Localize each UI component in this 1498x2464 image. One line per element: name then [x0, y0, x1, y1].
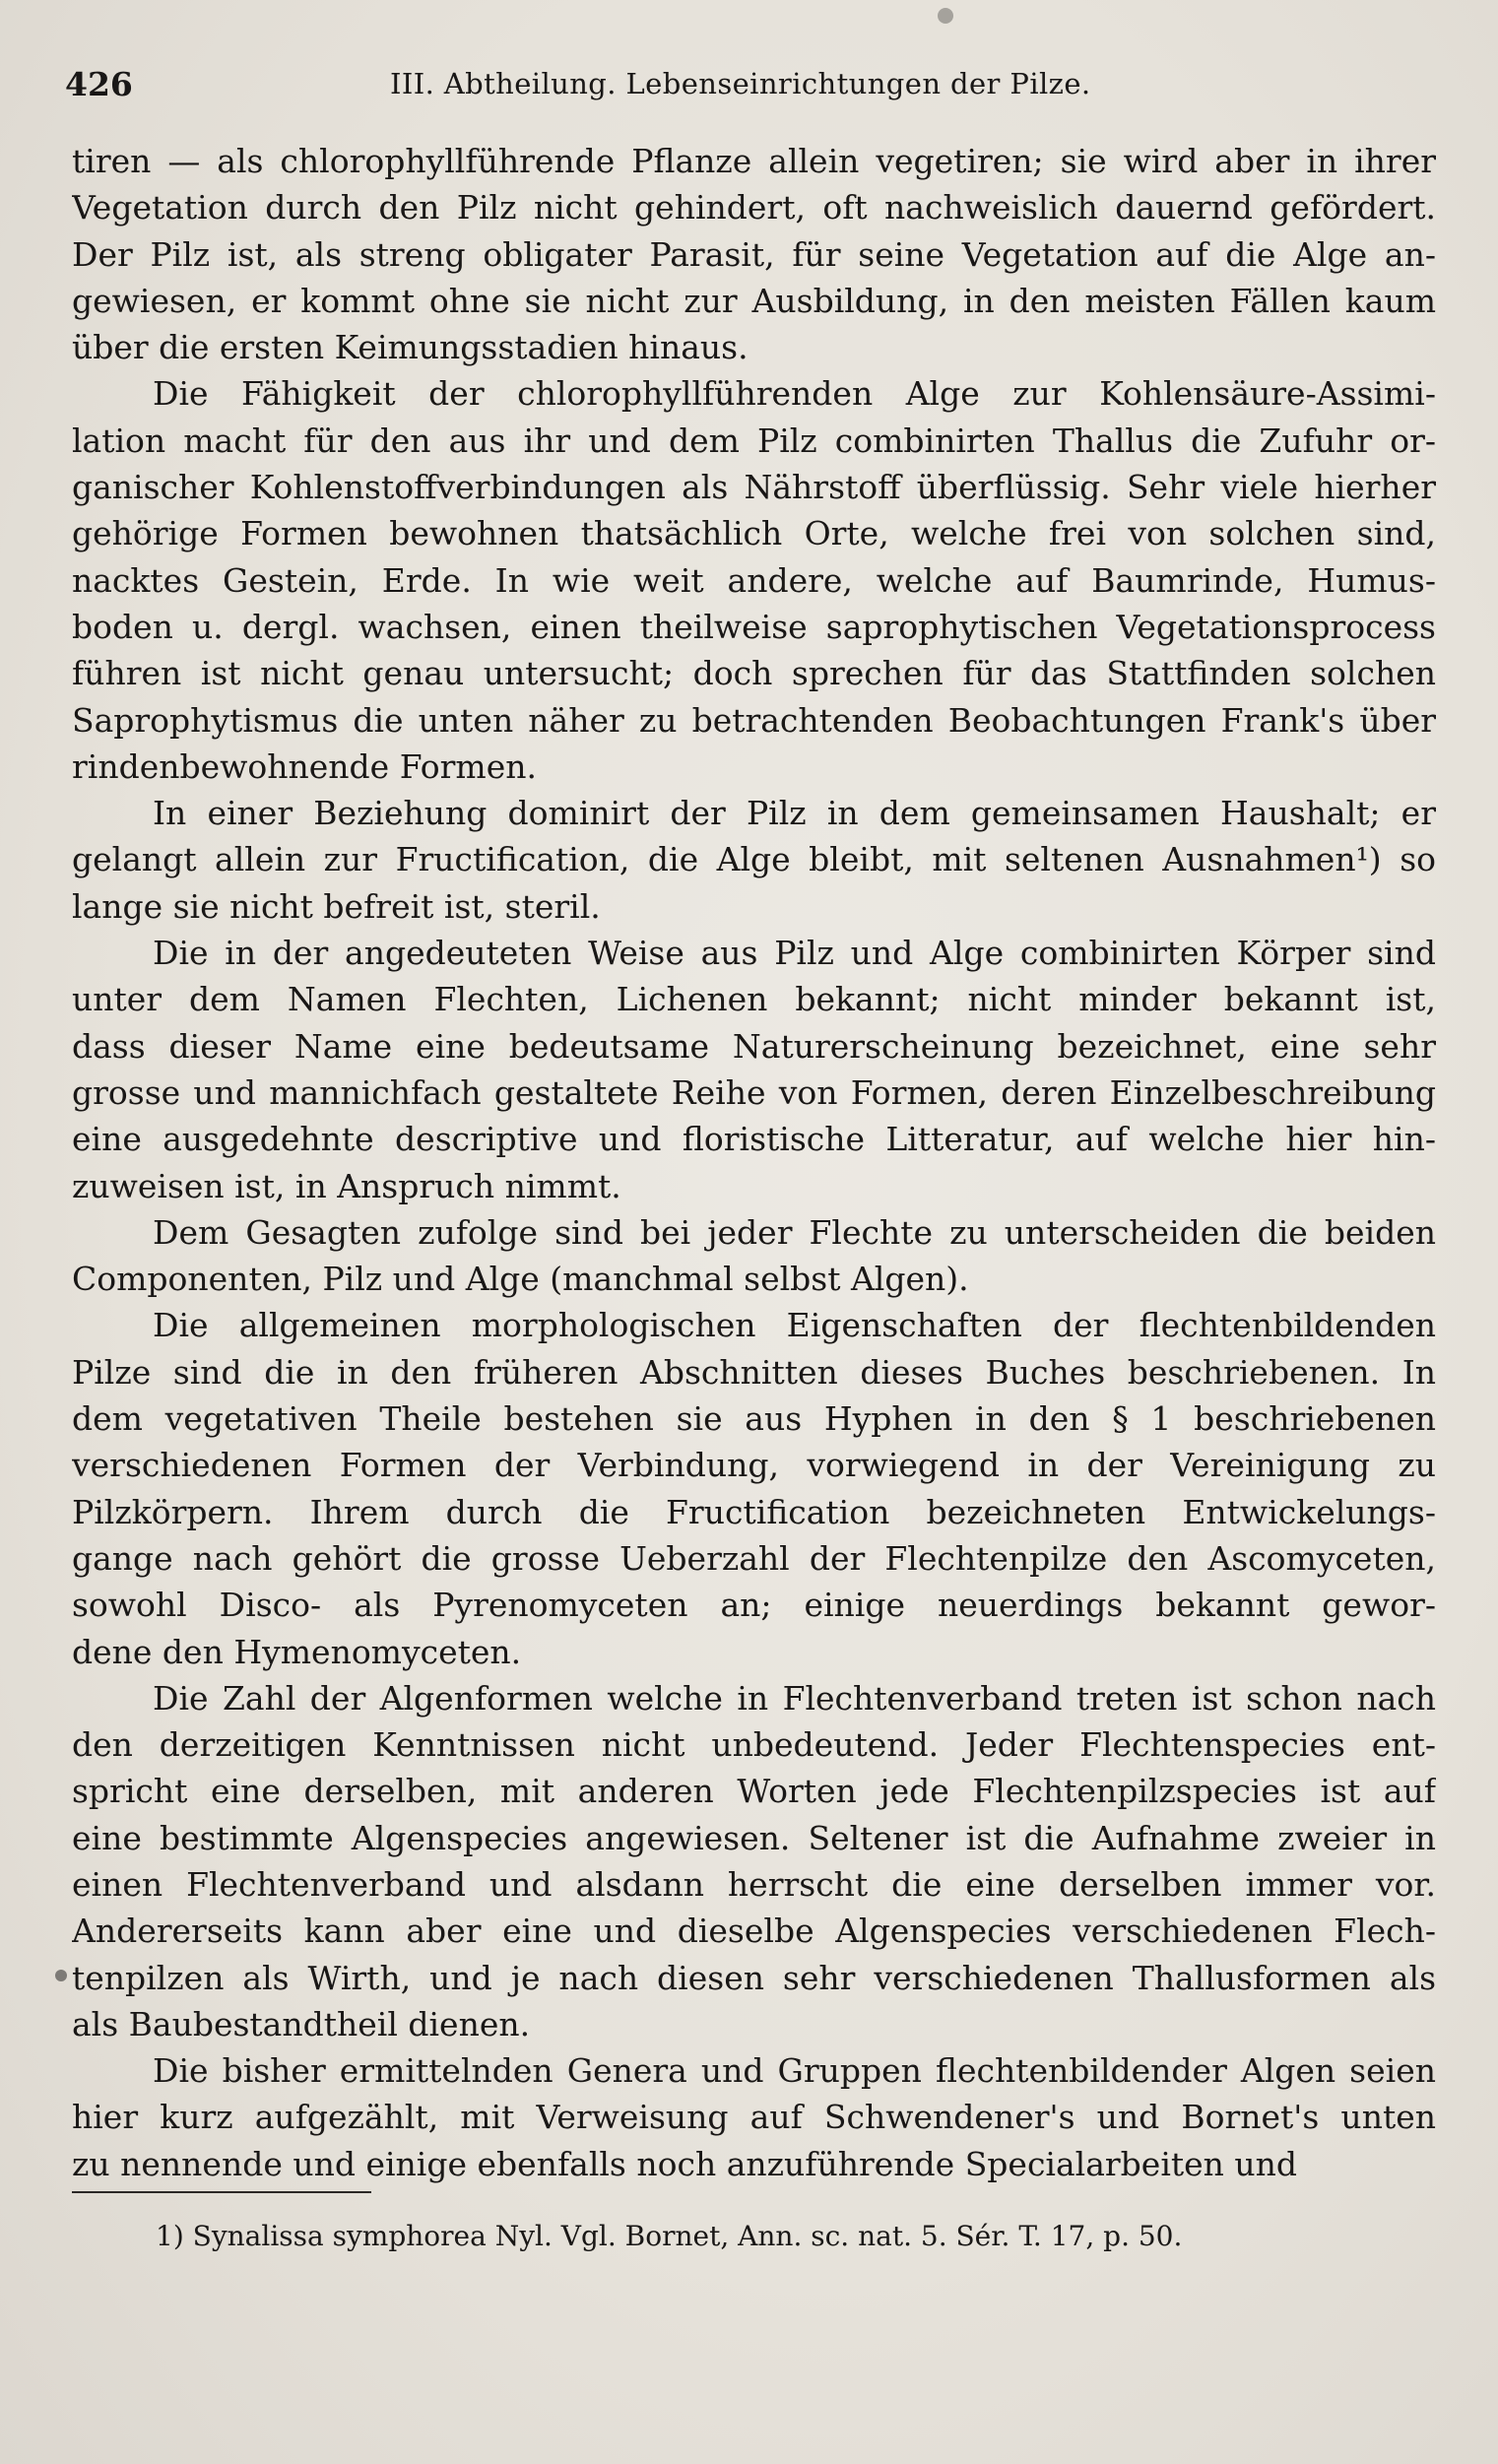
text-line: eine bestimmte Algenspecies angewiesen. Seltener ist die Aufnahme zweier in [72, 1818, 1436, 1857]
paragraph [72, 930, 1436, 1209]
text-line: ganischer Kohlenstoffverbindungen als Nährstoff überflüssig. Sehr viele hierher [72, 468, 1436, 507]
text-line: Die Zahl der Algenformen welche in Flechtenverband treten ist schon nach [153, 1678, 1436, 1718]
text-line: lange sie nicht befreit ist, steril. [72, 886, 601, 926]
text-line: den derzeitigen Kenntnissen nicht unbedeutend. Jeder Flechtenspecies ent- [72, 1725, 1436, 1765]
paragraph [72, 138, 1436, 370]
running-head: III. Abtheilung. Lebenseinrichtungen der Pilze. [390, 67, 1091, 100]
text-line: verschiedenen Formen der Verbindung, vorwiegend in der Vereinigung zu [72, 1446, 1436, 1485]
ink-smudge [55, 1970, 67, 1981]
text-line: dene den Hymenomyceten. [72, 1632, 522, 1671]
text-line: unter dem Namen Flechten, Lichenen bekannt; nicht minder bekannt ist, [72, 980, 1436, 1019]
text-line: gehörige Formen bewohnen thatsächlich Orte, welche frei von solchen sind, [72, 514, 1436, 553]
paragraph [72, 1209, 1436, 1303]
text-line: führen ist nicht genau untersucht; doch sprechen für das Stattfinden solchen [72, 654, 1436, 693]
body-text [72, 138, 1436, 2187]
text-line: gelangt allein zur Fructification, die Alge bleibt, mit seltenen Ausnahmen¹) so [72, 840, 1436, 879]
text-line: Andererseits kann aber eine und dieselbe Algenspecies verschiedenen Flech- [72, 1912, 1436, 1951]
text-line: einen Flechtenverband und alsdann herrscht die eine derselben immer vor. [72, 1864, 1436, 1904]
text-line: Die Fähigkeit der chlorophyllführenden Alge zur Kohlensäure-Assimi- [153, 374, 1436, 414]
text-line: In einer Beziehung dominirt der Pilz in dem gemeinsamen Haushalt; er [153, 794, 1436, 833]
text-line: lation macht für den aus ihr und dem Pilz combinirten Thallus die Zufuhr or- [72, 421, 1436, 460]
text-line: rindenbewohnende Formen. [72, 746, 537, 786]
text-line: Componenten, Pilz und Alge (manchmal selbst Algen). [72, 1260, 969, 1299]
text-line: Die allgemeinen morphologischen Eigenschaften der flechtenbildenden [153, 1306, 1436, 1345]
paragraph [72, 790, 1436, 930]
text-line: tiren — als chlorophyllführende Pflanze allein vegetiren; sie wird aber in ihrer [72, 142, 1436, 180]
text-line: eine ausgedehnte descriptive und floristische Litteratur, auf welche hier hin- [72, 1120, 1436, 1159]
paragraph [72, 2047, 1436, 2187]
paragraph [72, 1675, 1436, 2047]
text-line: Pilze sind die in den früheren Abschnitten dieses Buches beschriebenen. In [72, 1352, 1436, 1392]
text-line: sowohl Disco- als Pyrenomyceten an; einige neuerdings bekannt gewor- [72, 1586, 1436, 1625]
footnote-divider [72, 2191, 371, 2193]
text-line: Die in der angedeuteten Weise aus Pilz und Alge combinirten Körper sind [153, 934, 1436, 973]
text-line: zu nennende und einige ebenfalls noch anzuführende Specialarbeiten und [72, 2144, 1298, 2183]
text-line: Dem Gesagten zufolge sind bei jeder Flechte zu unterscheiden die beiden [153, 1212, 1436, 1252]
text-line: nacktes Gestein, Erde. In wie weit andere, welche auf Baumrinde, Humus- [72, 560, 1436, 600]
text-line: Pilzkörpern. Ihrem durch die Fructification bezeichneten Entwickelungs- [72, 1492, 1436, 1531]
text-line: Der Pilz ist, als streng obligater Parasit, für seine Vegetation auf die Alge an- [72, 234, 1436, 274]
text-line: gange nach gehört die grosse Ueberzahl der Flechtenpilze den Ascomyceten, [72, 1538, 1436, 1578]
text-line: Die bisher ermittelnden Genera und Gruppen flechtenbildender Algen seien [153, 2051, 1436, 2091]
paragraph [72, 1302, 1436, 1674]
text-line: Saprophytismus die unten näher zu betrachtenden Beobachtungen Frank's über [72, 700, 1436, 740]
text-line: grosse und mannichfach gestaltete Reihe von Formen, deren Einzelbeschreibung [72, 1072, 1436, 1112]
text-line: Vegetation durch den Pilz nicht gehindert, oft nachweislich dauernd gefördert. [72, 188, 1436, 227]
ink-smudge [938, 8, 953, 24]
page-number: 426 [65, 65, 133, 103]
page-header [65, 65, 1434, 114]
text-line: als Baubestandtheil dienen. [72, 2004, 531, 2043]
text-line: hier kurz aufgezählt, mit Verweisung auf Schwendener's und Bornet's unten [72, 2098, 1436, 2137]
text-line: dem vegetativen Theile bestehen sie aus Hyphen in den § 1 beschriebenen [72, 1399, 1436, 1439]
text-line: dass dieser Name eine bedeutsame Naturerscheinung bezeichnet, eine sehr [72, 1026, 1436, 1066]
text-line: gewiesen, er kommt ohne sie nicht zur Ausbildung, in den meisten Fällen kaum [72, 281, 1436, 320]
footnote: 1) Synalissa symphorea Nyl. Vgl. Bornet, Ann. sc. nat. 5. Sér. T. 17, p. 50. [156, 2220, 1183, 2252]
text-line: boden u. dergl. wachsen, einen theilweise saprophytischen Vegetationsprocess [72, 607, 1436, 646]
text-line: zuweisen ist, in Anspruch nimmt. [72, 1166, 621, 1205]
text-line: über die ersten Keimungsstadien hinaus. [72, 328, 749, 367]
paragraph [72, 370, 1436, 790]
text-line: spricht eine derselben, mit anderen Worten jede Flechtenpilzspecies ist auf [72, 1772, 1436, 1811]
text-line: tenpilzen als Wirth, und je nach diesen sehr verschiedenen Thallusformen als [72, 1958, 1436, 1997]
